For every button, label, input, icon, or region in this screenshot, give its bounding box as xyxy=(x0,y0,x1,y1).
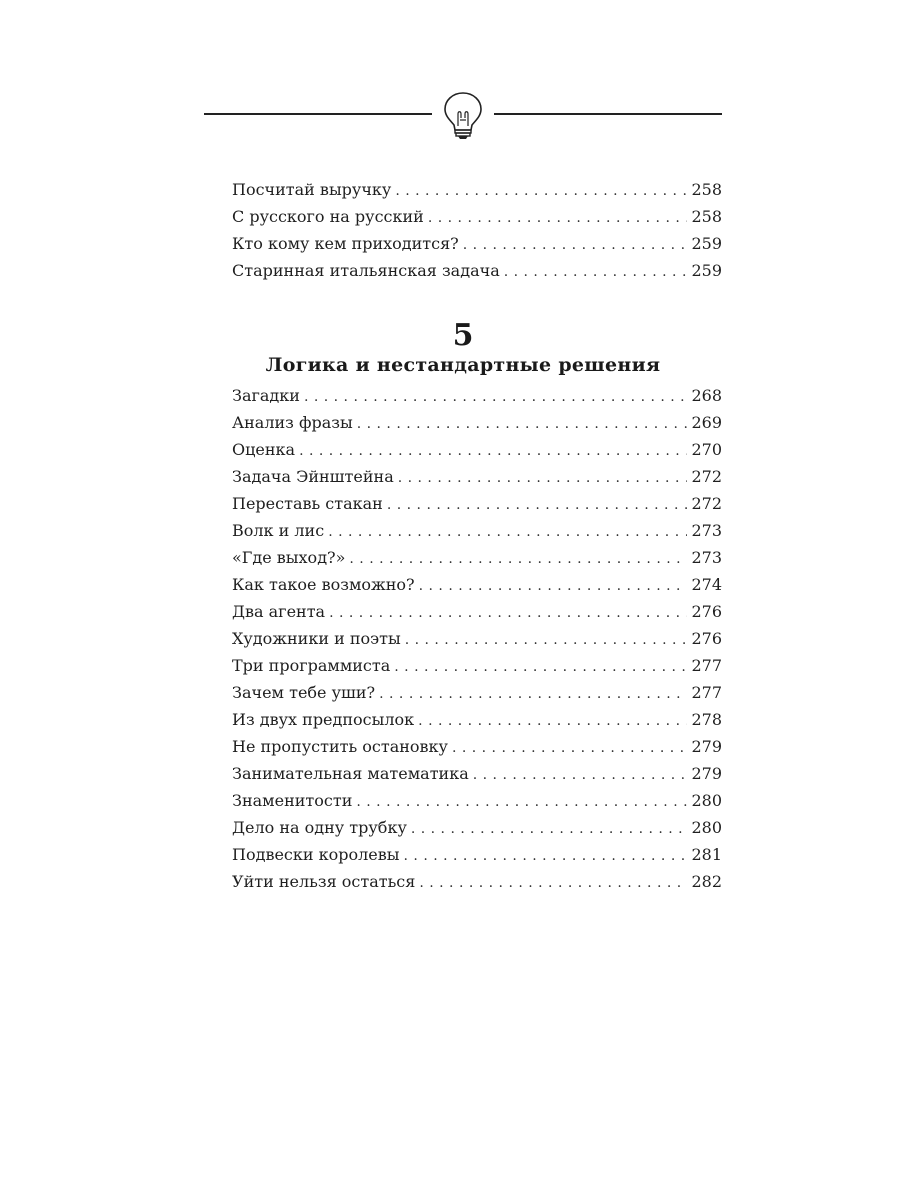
toc-entry[interactable] xyxy=(232,490,722,517)
toc-entry-title: Из двух предпосылок xyxy=(232,710,415,729)
toc-entry-page: 272 xyxy=(691,467,722,486)
toc-leader-dots xyxy=(398,465,688,492)
toc-entry-page: 270 xyxy=(691,440,722,459)
toc-entry-title: С русского на русский xyxy=(232,207,424,226)
toc-entry-title: Занимательная математика xyxy=(232,764,469,783)
toc-entry-title: Зачем тебе уши? xyxy=(232,683,376,702)
toc-entry[interactable] xyxy=(232,598,722,625)
toc-list-top xyxy=(232,176,722,284)
toc-leader-dots xyxy=(428,205,688,232)
toc-entry-page: 274 xyxy=(691,575,722,594)
toc-entry-page: 276 xyxy=(691,629,722,648)
toc-entry-title: Старинная итальянская задача xyxy=(232,261,500,280)
chapter-title: Логика и нестандартные решения xyxy=(265,354,661,376)
toc-entry-title: Волк и лис xyxy=(232,521,325,540)
toc-leader-dots xyxy=(299,438,687,465)
lightbulb-icon xyxy=(440,90,486,142)
toc-leader-dots xyxy=(379,681,687,708)
toc-entry[interactable] xyxy=(232,760,722,787)
header-rule-left xyxy=(204,113,432,115)
toc-entry-page: 269 xyxy=(691,413,722,432)
toc-entry-page: 278 xyxy=(691,710,722,729)
toc-entry-page: 273 xyxy=(691,521,722,540)
toc-entry-title: Не пропустить остановку xyxy=(232,737,448,756)
toc-entry[interactable] xyxy=(232,814,722,841)
toc-leader-dots xyxy=(329,600,687,627)
toc-entry-title: Как такое возможно? xyxy=(232,575,415,594)
toc-entry-title: «Где выход?» xyxy=(232,548,346,567)
toc-leader-dots xyxy=(404,843,688,870)
toc-leader-dots xyxy=(328,519,687,546)
toc-leader-dots xyxy=(419,870,687,897)
toc-entry-title: Три программиста xyxy=(232,656,391,675)
toc-entry-title: Анализ фразы xyxy=(232,413,353,432)
toc-entry-page: 268 xyxy=(691,386,722,405)
toc-entry[interactable] xyxy=(232,706,722,733)
toc-entry-title: Уйти нельзя остаться xyxy=(232,872,416,891)
toc-entry[interactable] xyxy=(232,257,722,284)
header-rule-right xyxy=(494,113,722,115)
toc-entry-page: 273 xyxy=(691,548,722,567)
toc-entry-page: 282 xyxy=(691,872,722,891)
toc-leader-dots xyxy=(394,654,687,681)
toc-entry-title: Задача Эйнштейна xyxy=(232,467,394,486)
toc-leader-dots xyxy=(304,384,688,411)
toc-entry-title: Два агента xyxy=(232,602,326,621)
toc-entry-title: Знаменитости xyxy=(232,791,353,810)
toc-entry[interactable] xyxy=(232,436,722,463)
toc-leader-dots xyxy=(411,816,688,843)
toc-leader-dots xyxy=(356,789,687,816)
toc-entry[interactable] xyxy=(232,463,722,490)
toc-leader-dots xyxy=(395,178,687,205)
toc-entry-title: Кто кому кем приходится? xyxy=(232,234,459,253)
toc-entry[interactable] xyxy=(232,679,722,706)
toc-entry[interactable] xyxy=(232,409,722,436)
toc-entry-page: 281 xyxy=(691,845,722,864)
toc-leader-dots xyxy=(504,259,688,286)
toc-entry-page: 259 xyxy=(691,261,722,280)
toc-entry-page: 277 xyxy=(691,656,722,675)
toc-leader-dots xyxy=(405,627,688,654)
toc-entry[interactable] xyxy=(232,176,722,203)
toc-entry[interactable] xyxy=(232,733,722,760)
toc-entry[interactable] xyxy=(232,841,722,868)
toc-entry-page: 258 xyxy=(691,180,722,199)
toc-leader-dots xyxy=(419,573,688,600)
toc-entry-page: 279 xyxy=(691,737,722,756)
toc-entry[interactable] xyxy=(232,517,722,544)
toc-entry-page: 272 xyxy=(691,494,722,513)
toc-entry-page: 280 xyxy=(691,818,722,837)
toc-entry[interactable] xyxy=(232,544,722,571)
toc-leader-dots xyxy=(452,735,688,762)
toc-entry[interactable] xyxy=(232,230,722,257)
toc-entry-title: Переставь стакан xyxy=(232,494,383,513)
toc-entry-page: 259 xyxy=(691,234,722,253)
toc-leader-dots xyxy=(387,492,688,519)
toc-entry-page: 277 xyxy=(691,683,722,702)
toc-entry-title: Загадки xyxy=(232,386,300,405)
toc-entry[interactable] xyxy=(232,868,722,895)
toc-leader-dots xyxy=(463,232,688,259)
toc-entry[interactable] xyxy=(232,203,722,230)
chapter-number: 5 xyxy=(452,318,474,353)
toc-leader-dots xyxy=(418,708,687,735)
toc-entry[interactable] xyxy=(232,787,722,814)
toc-entry-page: 276 xyxy=(691,602,722,621)
toc-entry-title: Дело на одну трубку xyxy=(232,818,407,837)
toc-entry[interactable] xyxy=(232,382,722,409)
toc-entry[interactable] xyxy=(232,652,722,679)
toc-entry-title: Оценка xyxy=(232,440,296,459)
toc-entry-page: 280 xyxy=(691,791,722,810)
toc-leader-dots xyxy=(473,762,688,789)
toc-list-chapter xyxy=(232,382,722,895)
toc-entry-page: 279 xyxy=(691,764,722,783)
toc-entry-page: 258 xyxy=(691,207,722,226)
toc-leader-dots xyxy=(349,546,687,573)
toc-entry[interactable] xyxy=(232,571,722,598)
toc-entry-title: Посчитай выручку xyxy=(232,180,392,199)
toc-entry-title: Художники и поэты xyxy=(232,629,401,648)
toc-entry-title: Подвески королевы xyxy=(232,845,400,864)
toc-leader-dots xyxy=(357,411,688,438)
toc-entry[interactable] xyxy=(232,625,722,652)
